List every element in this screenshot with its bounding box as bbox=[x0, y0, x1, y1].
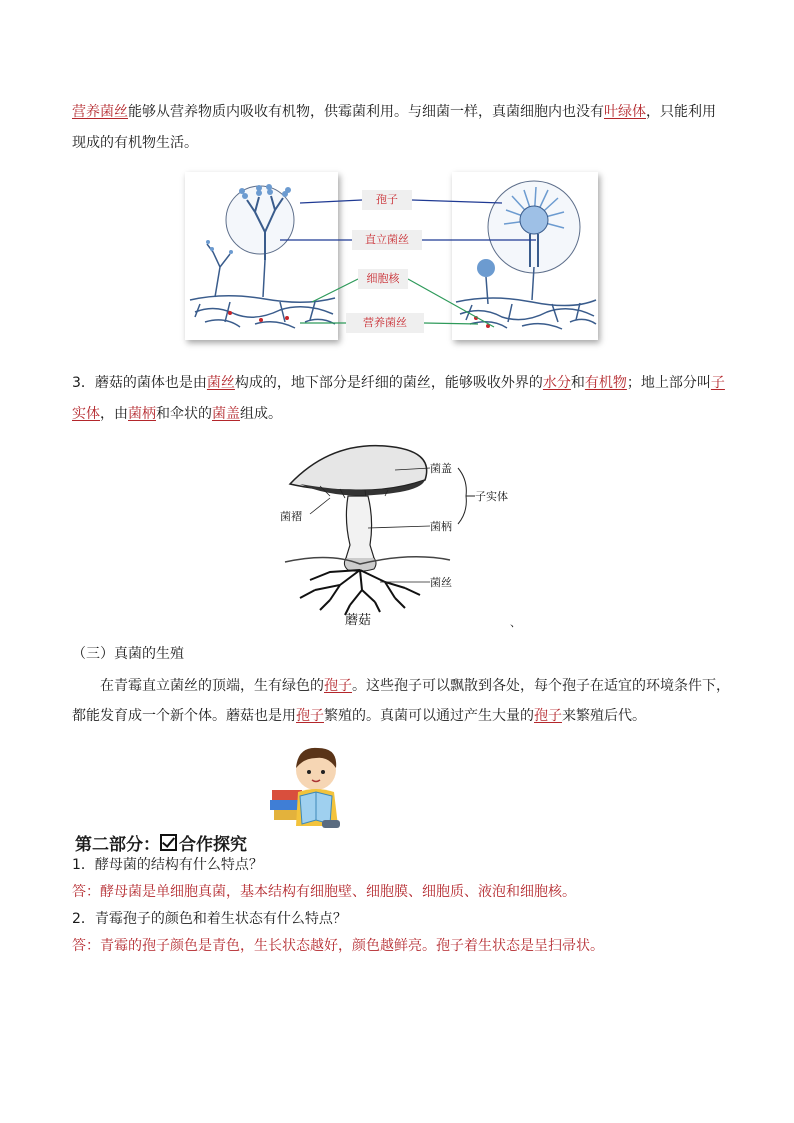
text: 都能发育成一个新个体。蘑菇也是用 bbox=[72, 708, 296, 724]
section3-line-2 bbox=[72, 706, 732, 726]
label-spore: 孢子 bbox=[362, 190, 412, 210]
term-nutrient-hyphae: 营养菌丝 bbox=[72, 104, 128, 120]
mushroom-line-1 bbox=[72, 373, 732, 393]
text: ；地上部分叫 bbox=[626, 375, 711, 391]
diagram-connector-lines bbox=[0, 0, 794, 360]
text: 组成。 bbox=[240, 406, 282, 422]
text: 。这些孢子可以飘散到各处，每个孢子在适宜的环境条件下， bbox=[352, 678, 730, 694]
mushroom-diagram bbox=[270, 440, 530, 635]
stray-mark: 、 bbox=[510, 616, 521, 629]
text: ，由 bbox=[100, 406, 128, 422]
term-organic-matter: 有机物 bbox=[584, 375, 627, 391]
text: 和伞状的 bbox=[156, 406, 212, 422]
checkbox-icon bbox=[160, 834, 177, 851]
text: 来繁殖后代。 bbox=[562, 708, 646, 724]
label-gills: 菌褶 bbox=[280, 510, 302, 523]
label-stalk: 菌柄 bbox=[430, 520, 452, 533]
term-cap: 菌盖 bbox=[212, 406, 240, 422]
answer-1: 答：酵母菌是单细胞真菌，基本结构有细胞壁、细胞膜、细胞质、液泡和细胞核。 bbox=[72, 884, 576, 900]
question-1: 1．酵母菌的结构有什么特点？ bbox=[72, 857, 263, 873]
section3-title: （三）真菌的生殖 bbox=[72, 646, 184, 662]
answer-2: 答：青霉的孢子颜色是青色，生长状态越好，颜色越鲜亮。孢子着生状态是呈扫帚状。 bbox=[72, 938, 604, 954]
label-hyphae: 菌丝 bbox=[430, 576, 452, 589]
label-nutrient-hyphae: 营养菌丝 bbox=[346, 313, 424, 333]
text: 和 bbox=[570, 375, 585, 391]
term-hyphae: 菌丝 bbox=[206, 375, 235, 391]
text: 现成的有机物生活。 bbox=[72, 135, 198, 151]
text: 能够从营养物质内吸收有机物，供霉菌利用。与细菌一样，真菌细胞内也没有 bbox=[128, 104, 604, 120]
term-spore: 孢子 bbox=[534, 708, 562, 724]
label-cap: 菌盖 bbox=[430, 462, 452, 475]
label-nucleus: 细胞核 bbox=[358, 269, 408, 289]
section3-line-1 bbox=[100, 676, 760, 696]
text: 在青霉直立菌丝的顶端，生有绿色的 bbox=[100, 678, 324, 694]
reading-boy-illustration bbox=[268, 740, 358, 830]
term-fruiting-body-1: 子 bbox=[710, 375, 725, 391]
term-water: 水分 bbox=[542, 375, 571, 391]
text: 构成的，地下部分是纤细的菌丝，能够吸收外界的 bbox=[234, 375, 543, 391]
text: 繁殖的。真菌可以通过产生大量的 bbox=[324, 708, 534, 724]
question-2: 2．青霉孢子的颜色和着生状态有什么特点？ bbox=[72, 911, 347, 927]
text: 3．蘑菇的菌体也是由 bbox=[72, 375, 207, 391]
label-upright-hyphae: 直立菌丝 bbox=[352, 230, 422, 250]
mushroom-line-2 bbox=[72, 404, 732, 424]
heading-text: 第二部分： bbox=[75, 835, 160, 855]
term-spore: 孢子 bbox=[324, 678, 352, 694]
term-chloroplast: 叶绿体 bbox=[604, 104, 646, 120]
part2-heading bbox=[75, 830, 247, 855]
label-fruiting-body: 子实体 bbox=[475, 490, 508, 503]
term-spore: 孢子 bbox=[296, 708, 324, 724]
term-stalk: 菌柄 bbox=[128, 406, 156, 422]
term-fruiting-body-2: 实体 bbox=[72, 406, 100, 422]
heading-text: 合作探究 bbox=[179, 835, 247, 855]
mushroom-caption: 蘑菇 bbox=[345, 613, 372, 628]
text: ，只能利用 bbox=[646, 104, 716, 120]
